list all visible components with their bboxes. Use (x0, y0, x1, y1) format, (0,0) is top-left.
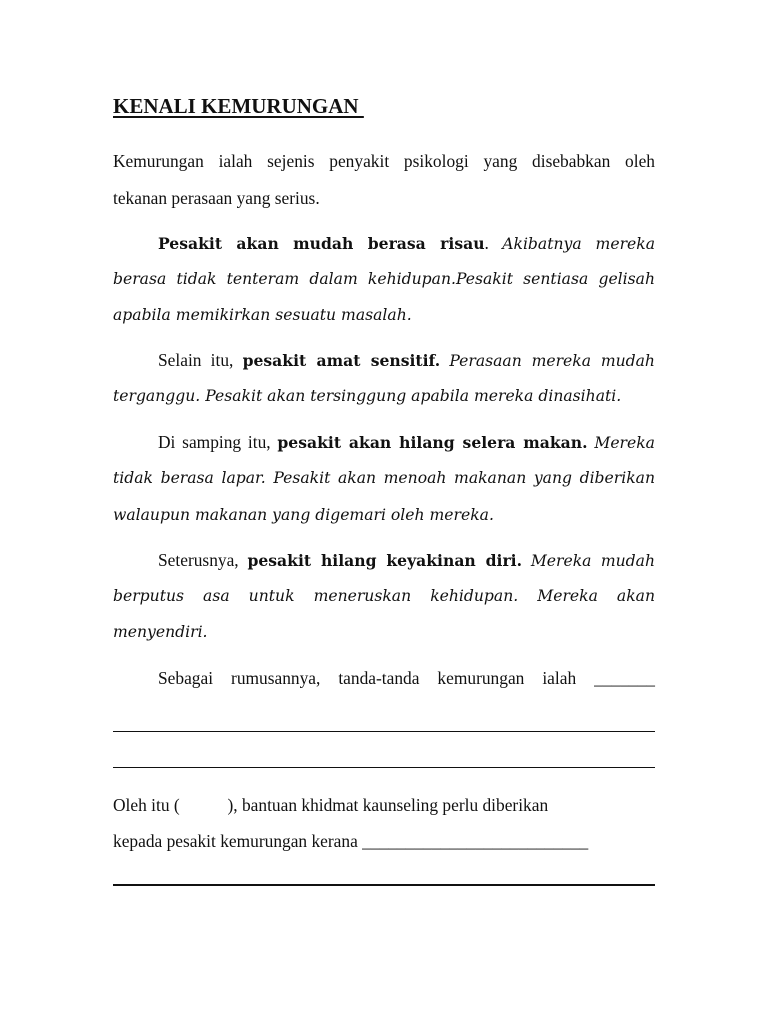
p4-bold: pesakit hilang keyakinan diri. (247, 551, 523, 570)
paragraph-1-line-2: berasa tidak tenteram dalam kehidupan.Pesakit sentiasa gelisah (113, 270, 655, 288)
paragraph-2-line-2: terganggu. Pesakit akan tersinggung apabila mereka dinasihati. (113, 387, 622, 405)
conclusion-text-a: Oleh itu ( (113, 795, 180, 815)
p2-bold: pesakit amat sensitif. (242, 351, 441, 370)
summary-line (113, 667, 655, 689)
p3-italic: Mereka (594, 434, 655, 452)
conclusion-text-c: kepada pesakit kemurungan kerana (113, 831, 358, 851)
paragraph-3-line-3: walaupun makanan yang digemari oleh mereka. (113, 506, 494, 524)
summary-answer-blank: _______ (594, 668, 655, 688)
paragraph-1-line-1 (113, 232, 655, 255)
paragraph-3-line-1 (113, 431, 655, 454)
intro-line-2: tekanan perasaan yang serius. (113, 188, 320, 208)
intro-line-1: Kemurungan ialah sejenis penyakit psikologi yang disebabkan oleh (113, 151, 655, 171)
paragraph-4-line-2: berputus asa untuk meneruskan kehidupan. Mereka akan (113, 587, 655, 605)
conclusion-gap (180, 795, 228, 815)
p2-italic: Perasaan mereka mudah (449, 352, 655, 370)
paragraph-1-line-3: apabila memikirkan sesuatu masalah. (113, 306, 412, 324)
answer-line-3 (113, 884, 655, 886)
p4-lead: Seterusnya, (158, 550, 239, 570)
p3-lead: Di samping itu, (158, 432, 271, 452)
p4-italic: Mereka mudah (530, 552, 656, 570)
paragraph-4-line-3: menyendiri. (113, 623, 208, 641)
p1-bold: Pesakit akan mudah berasa risau (158, 234, 485, 253)
p1-dot: . (484, 233, 489, 253)
p2-lead: Selain itu, (158, 350, 234, 370)
page-title: KENALI KEMURUNGAN (113, 94, 364, 118)
conclusion-text-b: ), bantuan khidmat kaunseling perlu diberikan (227, 795, 549, 815)
answer-line-2 (113, 767, 655, 768)
paragraph-2-line-1 (113, 349, 655, 372)
conclusion-line-1 (113, 794, 655, 816)
conclusion-answer-blank: __________________________ (362, 831, 589, 851)
summary-text: Sebagai rumusannya, tanda-tanda kemurungan ialah (158, 668, 577, 688)
p3-bold: pesakit akan hilang selera makan. (277, 433, 588, 452)
paragraph-3-line-2: tidak berasa lapar. Pesakit akan menoah makanan yang diberikan (113, 469, 655, 487)
answer-line-1 (113, 731, 655, 732)
conclusion-line-2 (113, 830, 655, 852)
paragraph-4-line-1 (113, 549, 655, 572)
p1-italic: Akibatnya mereka (502, 235, 655, 253)
